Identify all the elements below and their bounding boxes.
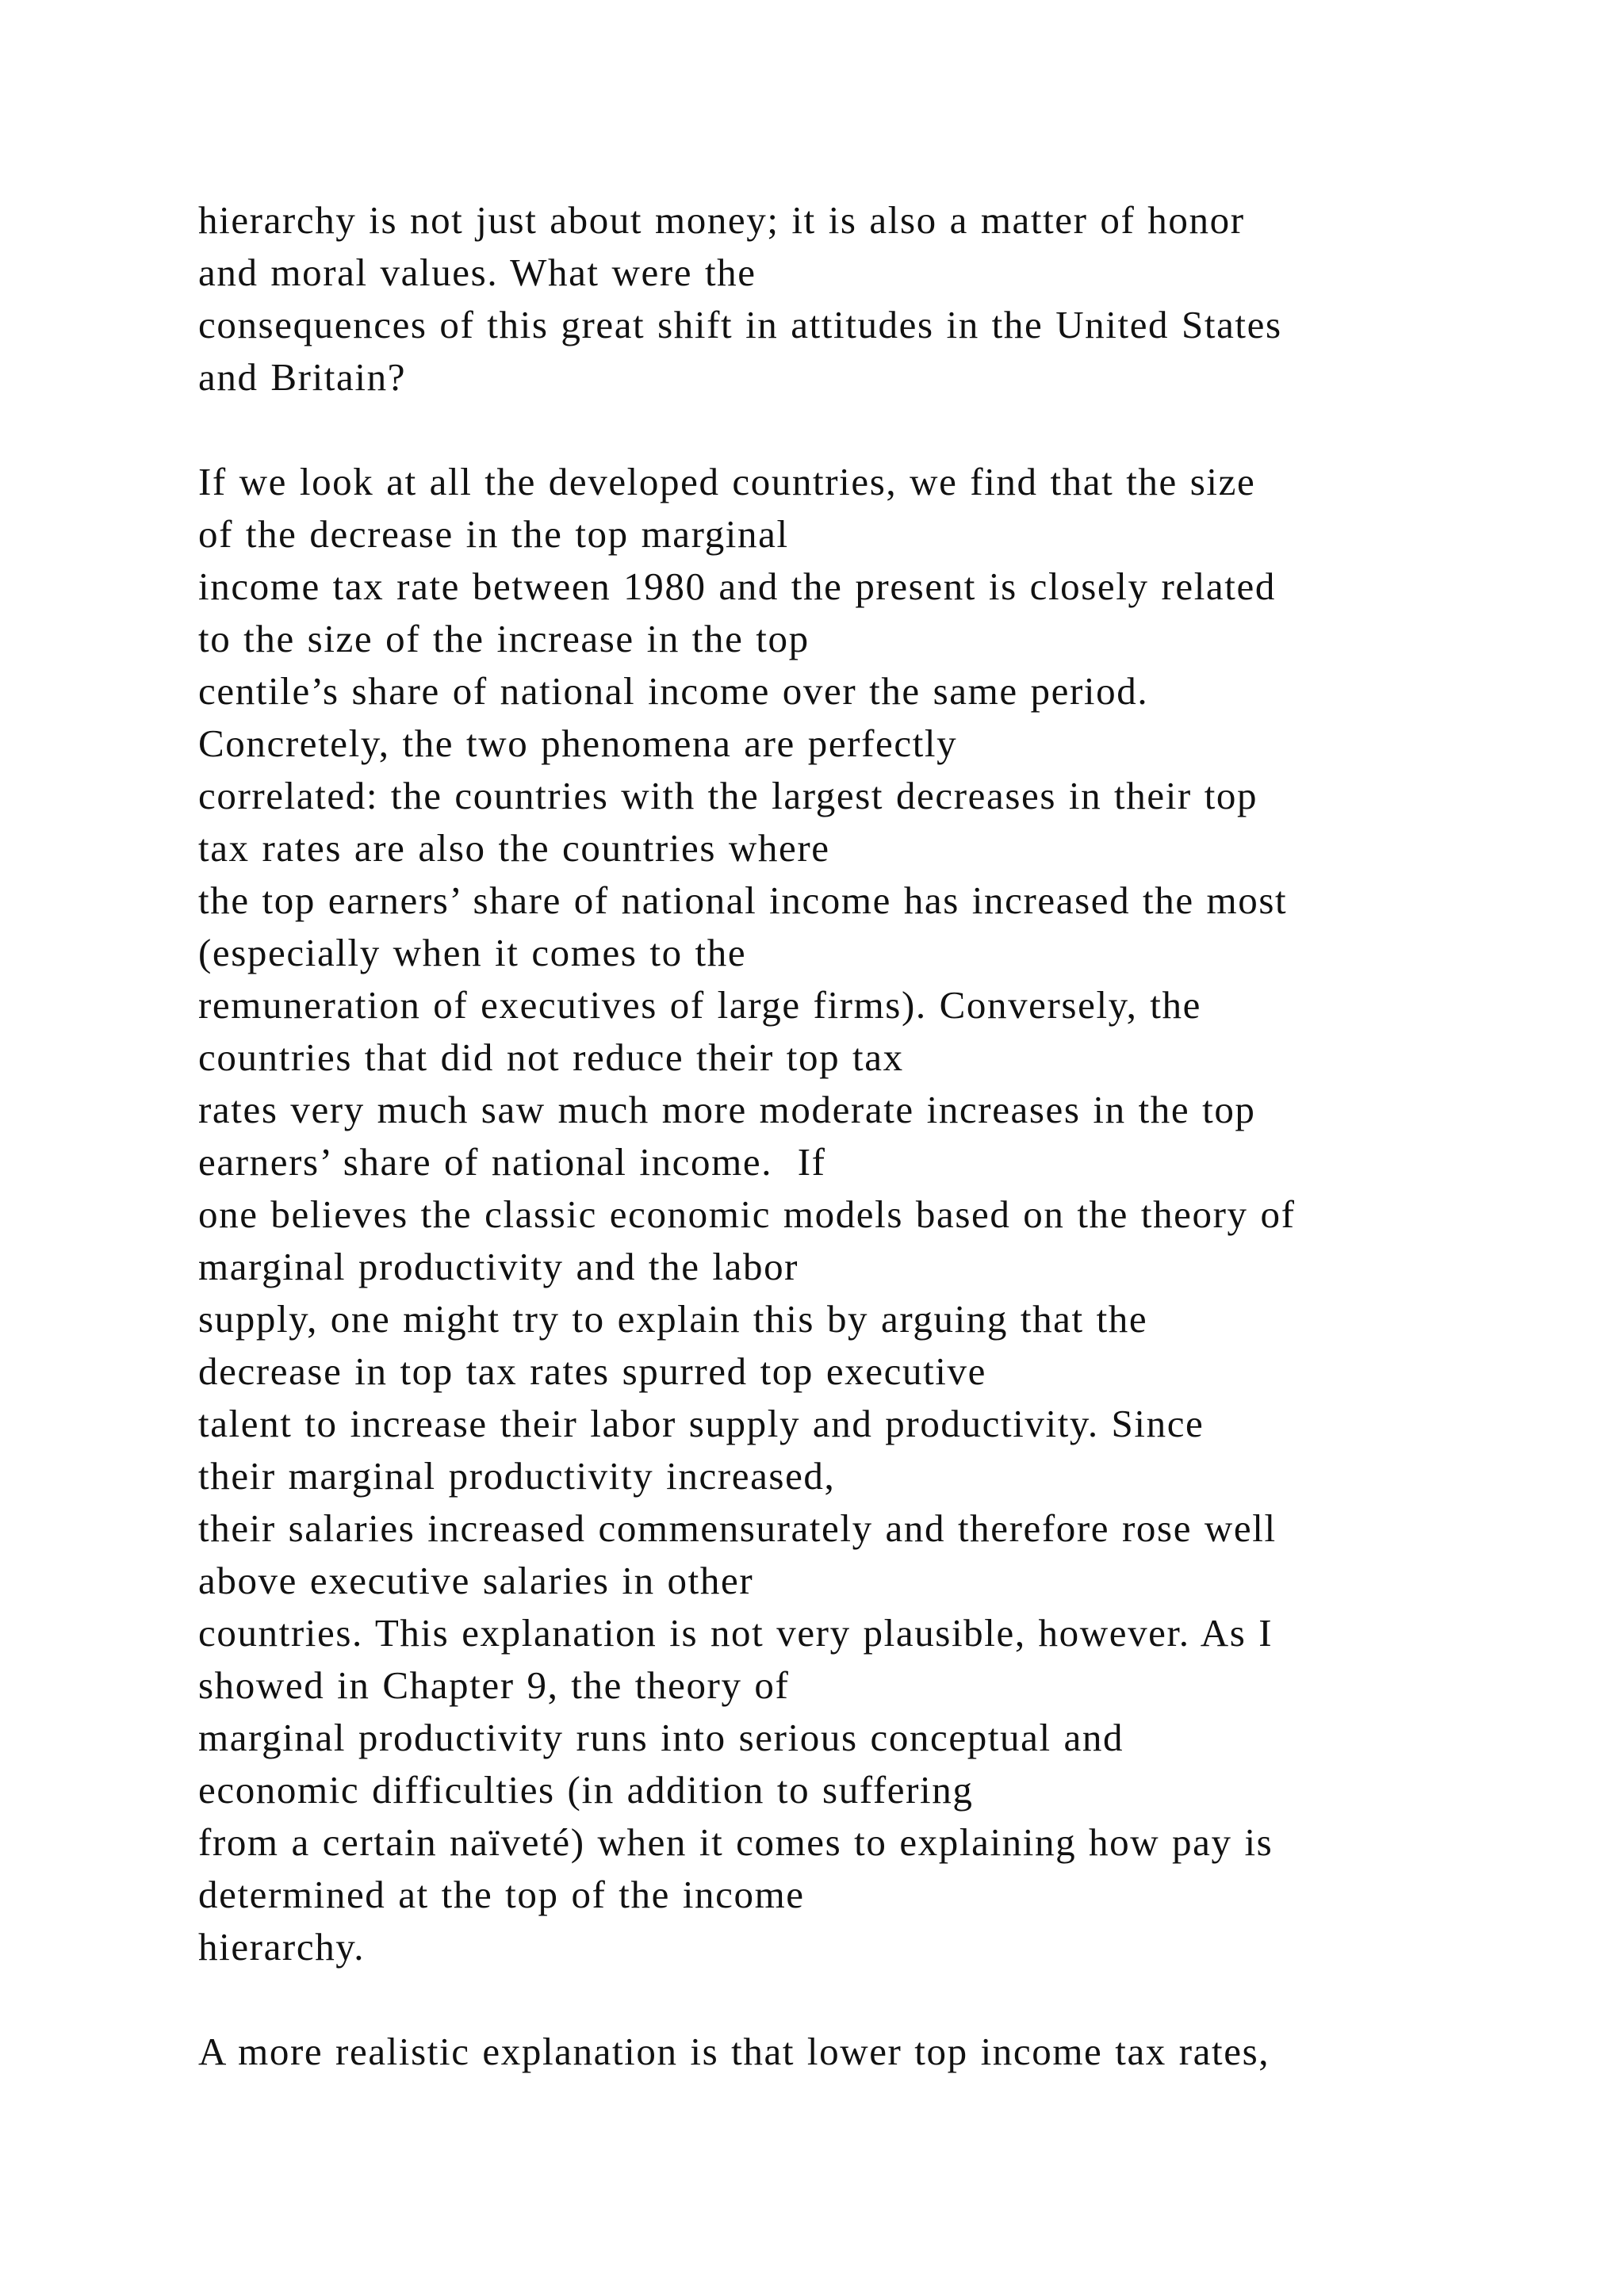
text-line: correlated: the countries with the largest decreases in their top [198, 774, 1258, 817]
text-line: economic difficulties (in addition to suffering [198, 1768, 974, 1812]
text-line: of the decrease in the top marginal [198, 512, 789, 556]
text-line: countries that did not reduce their top tax [198, 1035, 904, 1079]
text-line: income tax rate between 1980 and the present is closely related [198, 564, 1276, 608]
text-line: rates very much saw much more moderate increases in the top [198, 1088, 1256, 1131]
paragraph-gap [198, 404, 1562, 456]
text-line: their salaries increased commensurately and therefore rose well [198, 1506, 1277, 1550]
body-text [198, 194, 1562, 2078]
text-line: hierarchy. [198, 1925, 366, 1969]
text-line: If we look at all the developed countries, we find that the size [198, 460, 1256, 503]
text-line: consequences of this great shift in attitudes in the United States [198, 303, 1282, 346]
text-line: determined at the top of the income [198, 1873, 805, 1916]
text-line: countries. This explanation is not very plausible, however. As I [198, 1611, 1274, 1655]
text-line: earners’ share of national income. If [198, 1140, 826, 1184]
text-line: above executive salaries in other [198, 1559, 754, 1602]
text-line: talent to increase their labor supply and productivity. Since [198, 1402, 1205, 1445]
paragraph-2 [198, 456, 1562, 1973]
text-line: (especially when it comes to the [198, 931, 747, 974]
text-line: remuneration of executives of large firms). Conversely, the [198, 983, 1201, 1027]
text-line: showed in Chapter 9, the theory of [198, 1663, 790, 1707]
text-line: hierarchy is not just about money; it is also a matter of honor [198, 198, 1245, 242]
text-line: the top earners’ share of national income has increased the most [198, 878, 1288, 922]
text-line: marginal productivity runs into serious conceptual and [198, 1716, 1124, 1759]
text-line: from a certain naïveté) when it comes to explaining how pay is [198, 1820, 1274, 1864]
text-line: tax rates are also the countries where [198, 826, 830, 870]
text-line: one believes the classic economic models based on the theory of [198, 1192, 1296, 1236]
text-line: and Britain? [198, 355, 407, 399]
text-line: centile’s share of national income over the same period. [198, 669, 1149, 713]
paragraph-gap [198, 1973, 1562, 2026]
text-line: Concretely, the two phenomena are perfectly [198, 721, 958, 765]
text-line: and moral values. What were the [198, 251, 756, 294]
paragraph-1 [198, 194, 1562, 404]
text-line: decrease in top tax rates spurred top executive [198, 1349, 986, 1393]
text-line: their marginal productivity increased, [198, 1454, 836, 1498]
text-line: to the size of the increase in the top [198, 617, 810, 660]
text-line: marginal productivity and the labor [198, 1245, 799, 1288]
text-line: A more realistic explanation is that lower top income tax rates, [198, 2030, 1270, 2073]
paragraph-3 [198, 2026, 1562, 2078]
text-line: supply, one might try to explain this by arguing that the [198, 1297, 1148, 1341]
